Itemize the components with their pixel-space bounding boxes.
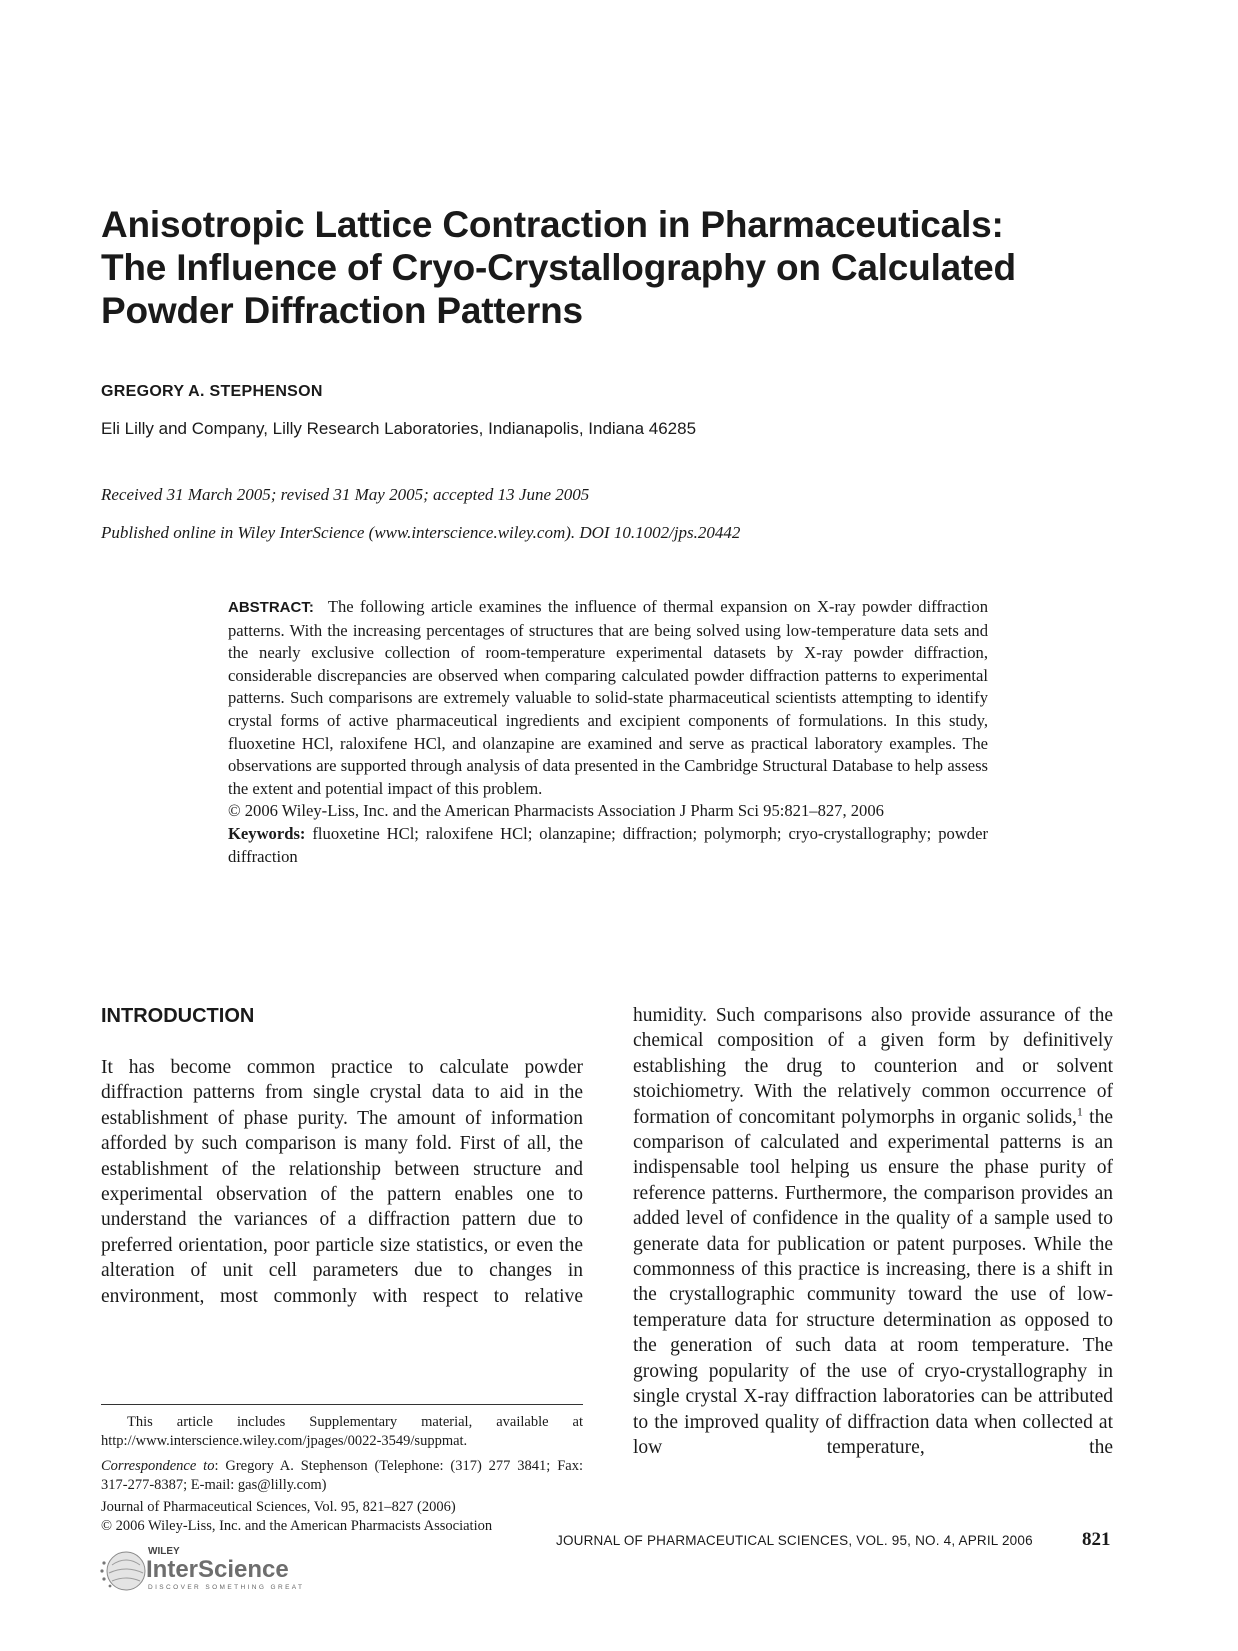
keywords-line (228, 823, 988, 868)
page-number: 821 (1082, 1529, 1111, 1550)
copyright-line: © 2006 Wiley-Liss, Inc. and the American Pharmacists Association (101, 1518, 493, 1534)
logo-tagline: DISCOVER SOMETHING GREAT (148, 1584, 305, 1591)
wiley-interscience-logo (98, 1543, 338, 1593)
footnote-supplementary: This article includes Supplementary material, available at http://www.interscience.wiley.com/jpages/0022-3549/suppmat. (101, 1414, 583, 1449)
running-footer: JOURNAL OF PHARMACEUTICAL SCIENCES, VOL. 95, NO. 4, APRIL 2006 (556, 1533, 1033, 1548)
received-dates: Received 31 March 2005; revised 31 May 2005; accepted 13 June 2005 (101, 485, 590, 504)
citation-line: Journal of Pharmaceutical Sciences, Vol. 95, 821–827 (2006) (101, 1499, 456, 1515)
intro-text: humidity. Such comparisons also provide assurance of the chemical composition of a given form by definitively establishing the drug to counterion and or solvent stoichiometry. With the relatively common occurrence of formation of concomitant polymorphs in organic solids, (633, 1005, 1113, 1128)
article-title (101, 203, 1141, 332)
abstract-block (228, 596, 988, 868)
author-affiliation: Eli Lilly and Company, Lilly Research Laboratories, Indianapolis, Indiana 46285 (101, 419, 697, 438)
intro-column-right (633, 1003, 1113, 1460)
footnote-divider (101, 1404, 583, 1405)
intro-column-left: It has become common practice to calculate powder diffraction patterns from single crystal data to aid in the establishment of phase purity. The amount of information afforded by such comparison is many fold. First of all, the establishment of the relationship between structure and experimental observation of the pattern enables one to understand the variances of a diffraction pattern due to preferred orientation, poor particle size statistics, or even the alteration of unit cell parameters due to changes in environment, most commonly with respect to relative (101, 1057, 583, 1307)
correspondence-text: : Gregory A. Stephenson (Telephone: (317) 277 3841; Fax: 317-277-8387; E-mail: gas@lilly.com) (101, 1458, 583, 1493)
keywords-label: Keywords: (228, 823, 306, 843)
abstract-label: ABSTRACT: (228, 599, 314, 616)
logo-interscience: InterScience (146, 1556, 289, 1583)
footnote-citation (101, 1498, 583, 1536)
reference-marker[interactable]: 1 (1076, 1104, 1083, 1119)
title-line: Anisotropic Lattice Contraction in Pharmaceuticals: (101, 204, 1004, 245)
section-heading: INTRODUCTION (101, 1005, 255, 1027)
title-line: The Influence of Cryo-Crystallography on Calculated (101, 247, 1016, 288)
publication-info: Published online in Wiley InterScience (www.interscience.wiley.com). DOI 10.1002/jps.20442 (101, 523, 741, 542)
title-line: Powder Diffraction Patterns (101, 290, 583, 331)
abstract-text: The following article examines the influence of thermal expansion on X-ray powder diffraction patterns. With the increasing percentages of structures that are being solved using low-temperature data sets and the nearly exclusive collection of room-temperature experimental datasets by X-ray powder diffraction, considerable discrepancies are observed when comparing calculated powder diffraction patterns to experimental patterns. Such comparisons are extremely valuable to solid-state pharmaceutical scientists attempting to identify crystal forms of active pharmaceutical ingredients and excipient components of formulations. In this study, fluoxetine HCl, raloxifene HCl, and olanzapine are examined and serve as practical laboratory examples. The observations are supported through analysis of data presented in the Cambridge Structural Database to help assess the extent and potential impact of this problem. (228, 597, 988, 798)
abstract-body (228, 596, 988, 800)
logo-wiley: WILEY (148, 1546, 180, 1557)
globe-icon (100, 1552, 145, 1590)
intro-text: the comparison of calculated and experimental patterns is an indispensable tool helping us ensure the phase purity of reference patterns. Furthermore, the comparison provides an added level of confidence in the quality of a sample used to generate data for publication or patent purposes. While the commonness of this practice is increasing, there is a shift in the crystallographic community toward the use of low-temperature data for structure determination as opposed to the generation of such data at room temperature. The growing popularity of the use of cryo-crystallography in single crystal X-ray diffraction laboratories can be attributed to the improved quality of diffraction data when collected at low temperature, the (633, 1106, 1114, 1458)
author-name: GREGORY A. STEPHENSON (101, 383, 323, 400)
footnote-correspondence (101, 1457, 583, 1495)
abstract-copyright: © 2006 Wiley-Liss, Inc. and the American Pharmacists Association J Pharm Sci 95:821–827, 2006 (228, 801, 884, 821)
keywords-text: fluoxetine HCl; raloxifene HCl; olanzapine; diffraction; polymorph; cryo-crystallography; powder diffraction (228, 823, 988, 866)
correspondence-label: Correspondence to (101, 1458, 215, 1474)
